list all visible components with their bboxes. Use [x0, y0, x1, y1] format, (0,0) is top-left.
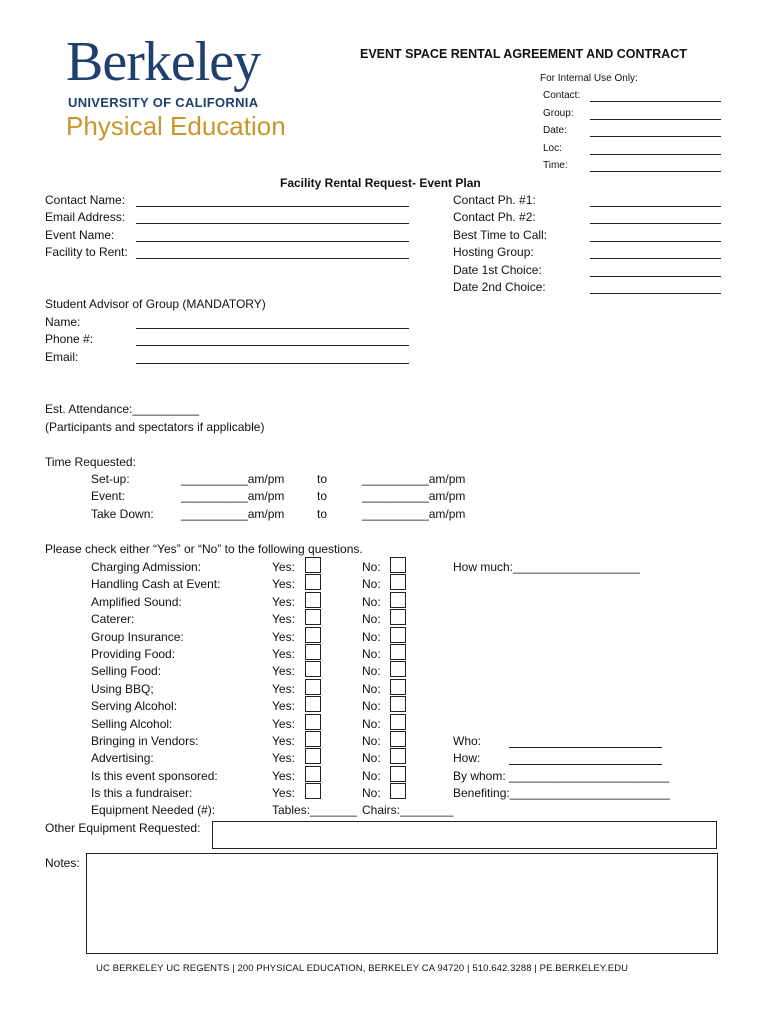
- no-label: No:: [362, 717, 381, 731]
- no-checkbox[interactable]: [390, 783, 406, 799]
- setup-end-field[interactable]: __________am/pm: [362, 472, 466, 486]
- no-label: No:: [362, 664, 381, 678]
- yes-label: Yes:: [272, 560, 295, 574]
- yes-checkbox[interactable]: [305, 592, 321, 608]
- no-checkbox[interactable]: [390, 609, 406, 625]
- internal-group-line[interactable]: [590, 119, 721, 120]
- yes-label: Yes:: [272, 647, 295, 661]
- yes-label: Yes:: [272, 769, 295, 783]
- yes-label: Yes:: [272, 786, 295, 800]
- question-label: Selling Food:: [91, 664, 162, 678]
- takedown-start-field[interactable]: __________am/pm: [181, 507, 285, 521]
- no-label: No:: [362, 647, 381, 661]
- yes-label: Yes:: [272, 717, 295, 731]
- question-label: Providing Food:: [91, 647, 176, 661]
- no-label: No:: [362, 595, 381, 609]
- advisor-name-field[interactable]: [136, 328, 409, 329]
- no-label: No:: [362, 751, 381, 765]
- facility-to-rent-field[interactable]: [136, 258, 409, 259]
- internal-date-label: Date:: [543, 125, 567, 136]
- no-checkbox[interactable]: [390, 644, 406, 660]
- yes-checkbox[interactable]: [305, 731, 321, 747]
- internal-time-line[interactable]: [590, 171, 721, 172]
- no-label: No:: [362, 612, 381, 626]
- advisor-phone-field[interactable]: [136, 345, 409, 346]
- no-checkbox[interactable]: [390, 748, 406, 764]
- question-label: Amplified Sound:: [91, 595, 182, 609]
- no-label: No:: [362, 786, 381, 800]
- internal-use-heading: For Internal Use Only:: [540, 73, 638, 84]
- yes-label: Yes:: [272, 630, 295, 644]
- no-checkbox[interactable]: [390, 661, 406, 677]
- questions-heading: Please check either “Yes” or “No” to the following questions.: [45, 542, 363, 556]
- no-checkbox[interactable]: [390, 714, 406, 730]
- question-label: Using BBQ;: [91, 682, 154, 696]
- setup-label: Set-up:: [91, 472, 130, 486]
- vendors-who-label: Who:: [453, 734, 482, 748]
- yes-checkbox[interactable]: [305, 748, 321, 764]
- equipment-needed-label: Equipment Needed (#):: [91, 803, 216, 817]
- advisor-phone-label: Phone #:: [45, 332, 94, 346]
- no-label: No:: [362, 682, 381, 696]
- internal-loc-label: Loc:: [543, 143, 562, 154]
- yes-label: Yes:: [272, 612, 295, 626]
- question-label: Selling Alcohol:: [91, 717, 173, 731]
- advisor-heading: Student Advisor of Group (MANDATORY): [45, 297, 266, 311]
- takedown-label: Take Down:: [91, 507, 154, 521]
- contact-ph2-field[interactable]: [590, 223, 721, 224]
- yes-checkbox[interactable]: [305, 696, 321, 712]
- yes-label: Yes:: [272, 595, 295, 609]
- contact-ph1-label: Contact Ph. #1:: [453, 193, 536, 207]
- footer-contact-info: UC BERKELEY UC REGENTS | 200 PHYSICAL EDUCATION, BERKELEY CA 94720 | 510.642.3288 | PE.BERKELEY.EDU: [96, 963, 629, 974]
- email-address-field[interactable]: [136, 223, 409, 224]
- email-address-label: Email Address:: [45, 210, 126, 224]
- attendance-note: (Participants and spectators if applicable): [45, 420, 265, 434]
- event-start-field[interactable]: __________am/pm: [181, 489, 285, 503]
- contact-ph2-label: Contact Ph. #2:: [453, 210, 536, 224]
- question-label: Serving Alcohol:: [91, 699, 178, 713]
- yes-checkbox[interactable]: [305, 609, 321, 625]
- hosting-group-field[interactable]: [590, 258, 721, 259]
- no-checkbox[interactable]: [390, 574, 406, 590]
- fundraiser-benefiting-field[interactable]: Benefiting:________________________: [453, 786, 670, 800]
- internal-time-label: Time:: [543, 160, 568, 171]
- advisor-email-field[interactable]: [136, 363, 409, 364]
- advisor-name-label: Name:: [45, 315, 81, 329]
- contact-name-field[interactable]: [136, 206, 409, 207]
- no-checkbox[interactable]: [390, 766, 406, 782]
- logo-university: UNIVERSITY OF CALIFORNIA: [68, 95, 259, 110]
- advertising-how-label: How:: [453, 751, 481, 765]
- event-time-label: Event:: [91, 489, 126, 503]
- yes-label: Yes:: [272, 664, 295, 678]
- how-much-field[interactable]: How much:___________________: [453, 560, 640, 574]
- date-1st-field[interactable]: [590, 276, 721, 277]
- yes-checkbox[interactable]: [305, 783, 321, 799]
- internal-loc-line[interactable]: [590, 154, 721, 155]
- question-label: Group Insurance:: [91, 630, 184, 644]
- other-equipment-box[interactable]: [212, 821, 717, 849]
- setup-to: to: [317, 472, 328, 486]
- yes-label: Yes:: [272, 577, 295, 591]
- yes-checkbox[interactable]: [305, 714, 321, 730]
- date-2nd-label: Date 2nd Choice:: [453, 280, 546, 294]
- sponsor-by-whom-field[interactable]: By whom: ________________________: [453, 769, 670, 783]
- hosting-group-label: Hosting Group:: [453, 245, 534, 259]
- est-attendance-label[interactable]: Est. Attendance:__________: [45, 402, 200, 416]
- contact-name-label: Contact Name:: [45, 193, 126, 207]
- yes-checkbox[interactable]: [305, 574, 321, 590]
- no-checkbox[interactable]: [390, 627, 406, 643]
- no-label: No:: [362, 560, 381, 574]
- no-label: No:: [362, 577, 381, 591]
- no-label: No:: [362, 630, 381, 644]
- best-time-field[interactable]: [590, 241, 721, 242]
- no-checkbox[interactable]: [390, 696, 406, 712]
- facility-to-rent-label: Facility to Rent:: [45, 245, 128, 259]
- advisor-email-label: Email:: [45, 350, 79, 364]
- yes-checkbox[interactable]: [305, 644, 321, 660]
- no-checkbox[interactable]: [390, 679, 406, 695]
- no-label: No:: [362, 734, 381, 748]
- tables-field[interactable]: Tables:_______: [272, 803, 357, 817]
- logo-physical-education: Physical Education: [66, 111, 286, 141]
- event-to: to: [317, 489, 328, 503]
- question-label: Caterer:: [91, 612, 135, 626]
- best-time-label: Best Time to Call:: [453, 228, 548, 242]
- yes-label: Yes:: [272, 751, 295, 765]
- other-equipment-label: Other Equipment Requested:: [45, 821, 201, 835]
- yes-checkbox[interactable]: [305, 661, 321, 677]
- no-checkbox[interactable]: [390, 592, 406, 608]
- event-name-label: Event Name:: [45, 228, 115, 242]
- event-name-field[interactable]: [136, 241, 409, 242]
- takedown-to: to: [317, 507, 328, 521]
- yes-checkbox[interactable]: [305, 557, 321, 573]
- yes-checkbox[interactable]: [305, 679, 321, 695]
- internal-date-line[interactable]: [590, 136, 721, 137]
- question-label: Is this event sponsored:: [91, 769, 218, 783]
- internal-contact-label: Contact:: [543, 90, 581, 101]
- document-title: EVENT SPACE RENTAL AGREEMENT AND CONTRACT: [360, 47, 687, 61]
- advertising-how-field[interactable]: [509, 764, 662, 765]
- chairs-field[interactable]: Chairs:________: [362, 803, 454, 817]
- no-label: No:: [362, 769, 381, 783]
- yes-label: Yes:: [272, 734, 295, 748]
- setup-start-field[interactable]: __________am/pm: [181, 472, 285, 486]
- question-label: Handling Cash at Event:: [91, 577, 221, 591]
- question-label: Advertising:: [91, 751, 154, 765]
- internal-group-label: Group:: [543, 108, 574, 119]
- no-label: No:: [362, 699, 381, 713]
- notes-box[interactable]: [86, 853, 718, 954]
- takedown-end-field[interactable]: __________am/pm: [362, 507, 466, 521]
- logo-berkeley: Berkeley: [66, 31, 261, 93]
- question-label: Bringing in Vendors:: [91, 734, 199, 748]
- no-checkbox[interactable]: [390, 731, 406, 747]
- form-section-title: Facility Rental Request- Event Plan: [280, 176, 481, 190]
- yes-checkbox[interactable]: [305, 766, 321, 782]
- time-requested-heading: Time Requested:: [45, 455, 136, 469]
- internal-contact-line[interactable]: [590, 101, 721, 102]
- vendors-who-field[interactable]: [509, 747, 662, 748]
- date-2nd-field[interactable]: [590, 293, 721, 294]
- event-end-field[interactable]: __________am/pm: [362, 489, 466, 503]
- question-label: Charging Admission:: [91, 560, 202, 574]
- notes-label: Notes:: [45, 856, 80, 870]
- yes-checkbox[interactable]: [305, 627, 321, 643]
- question-label: Is this a fundraiser:: [91, 786, 193, 800]
- date-1st-label: Date 1st Choice:: [453, 263, 542, 277]
- yes-label: Yes:: [272, 682, 295, 696]
- yes-label: Yes:: [272, 699, 295, 713]
- no-checkbox[interactable]: [390, 557, 406, 573]
- contact-ph1-field[interactable]: [590, 206, 721, 207]
